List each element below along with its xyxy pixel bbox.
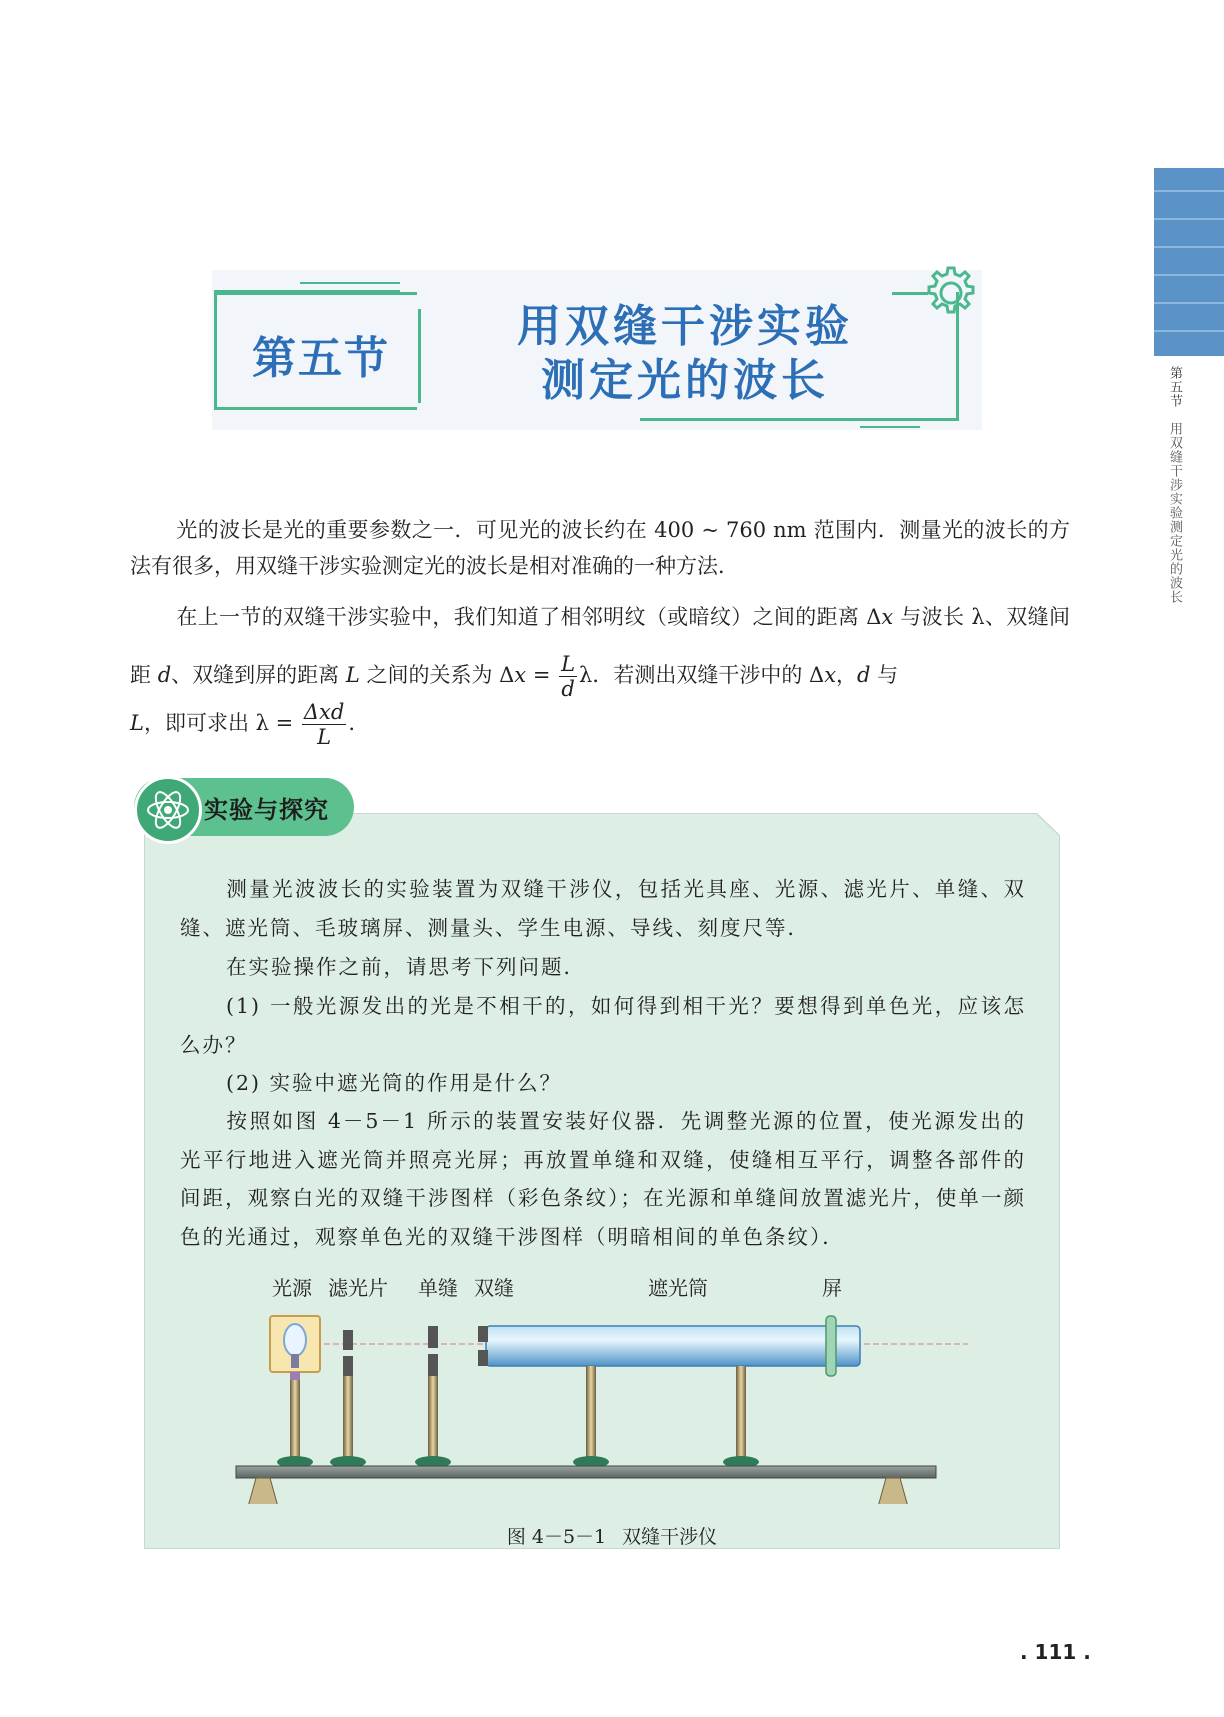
frame-line-bottom-short (860, 426, 920, 428)
intro-paragraph-2: 在上一节的双缝干涉实验中，我们知道了相邻明纹（或暗纹）之间的距离 Δx 与波长 λ、双缝间距 d、双缝到屏的距离 L 之间的关系为 Δx = $\frac{L}{d}$ λ．若测出双缝干涉中的 Δx，d 与 (130, 605, 1070, 701)
page-title (470, 300, 900, 408)
label-filter: 滤光片 (328, 1276, 388, 1300)
caption-number: 图 4－5－1 (506, 1526, 607, 1548)
experiment-paragraph-3: 按照如图 4－5－1 所示的装置安装好仪器．先调整光源的位置，使光源发出的光平行地进入遮光筒并照亮光屏；再放置单缝和双缝，使缝相互平行，调整各部件的间距，观察白光的双缝干涉图样（彩色条纹）；在光源和单缝间放置滤光片，使单一颜色的光通过，观察单色光的双缝干涉图样（明暗相间的单色条纹）． (180, 1109, 1026, 1249)
side-section: 第五节 (1167, 366, 1182, 408)
filter (343, 1330, 353, 1350)
experiment-title: 实验与探究 (204, 796, 329, 824)
label-light-tube: 遮光筒 (648, 1276, 708, 1300)
intro-paragraph-1: 光的波长是光的重要参数之一．可见光的波长约在 400 ~ 760 nm 范围内．测量光的波长的方法有很多，用双缝干涉实验测定光的波长是相对准确的一种方法． (130, 518, 1070, 578)
figure-double-slit-apparatus (228, 1268, 988, 1504)
double-slit (478, 1326, 488, 1342)
chapter-tab (1154, 168, 1224, 356)
frame-line-top-short (300, 282, 400, 284)
side-title: 用双缝干涉实验测定光的波长 (1167, 422, 1182, 604)
formula-fraction-L-over-d: $\frac{L}{d}$ (561, 652, 576, 701)
side-running-title (1154, 366, 1182, 604)
section-label: 第五节 (252, 333, 390, 384)
experiment-paragraph-1: 测量光波波长的实验装置为双缝干涉仪，包括光具座、光源、滤光片、单缝、双缝、遮光筒、毛玻璃屏、测量头、学生电源、导线、刻度尺等． (180, 877, 1026, 940)
title-line-2: 测定光的波长 (541, 355, 829, 406)
light-tube (486, 1326, 860, 1366)
optical-bench (236, 1466, 936, 1478)
label-double-slit: 双缝 (474, 1276, 514, 1300)
atom-icon (134, 776, 202, 844)
formula-fraction-lambda: $\frac{\text{Δxd}}{L}$ (303, 700, 345, 749)
question-1: (1) 一般光源发出的光是不相干的，如何得到相干光？要想得到单色光，应该怎么办？ (180, 994, 1026, 1057)
gear-icon (918, 260, 984, 326)
title-line-1: 用双缝干涉实验 (517, 301, 853, 352)
figure-caption (0, 1522, 1224, 1549)
experiment-paragraph-2: 在实验操作之前，请思考下列问题． (226, 955, 586, 979)
page-number: . 111 . (1020, 1640, 1091, 1664)
screen (826, 1316, 836, 1376)
single-slit (428, 1326, 438, 1348)
label-light-source: 光源 (272, 1276, 312, 1300)
label-single-slit: 单缝 (418, 1276, 458, 1300)
intro-paragraph-3: L，即可求出 λ = $\frac{\text{Δxd}}{L}$ . (130, 700, 356, 749)
caption-text: 双缝干涉仪 (622, 1526, 718, 1548)
question-2: (2) 实验中遮光筒的作用是什么？ (226, 1071, 563, 1095)
label-screen: 屏 (822, 1276, 842, 1300)
apparatus-illustration (228, 1268, 988, 1504)
